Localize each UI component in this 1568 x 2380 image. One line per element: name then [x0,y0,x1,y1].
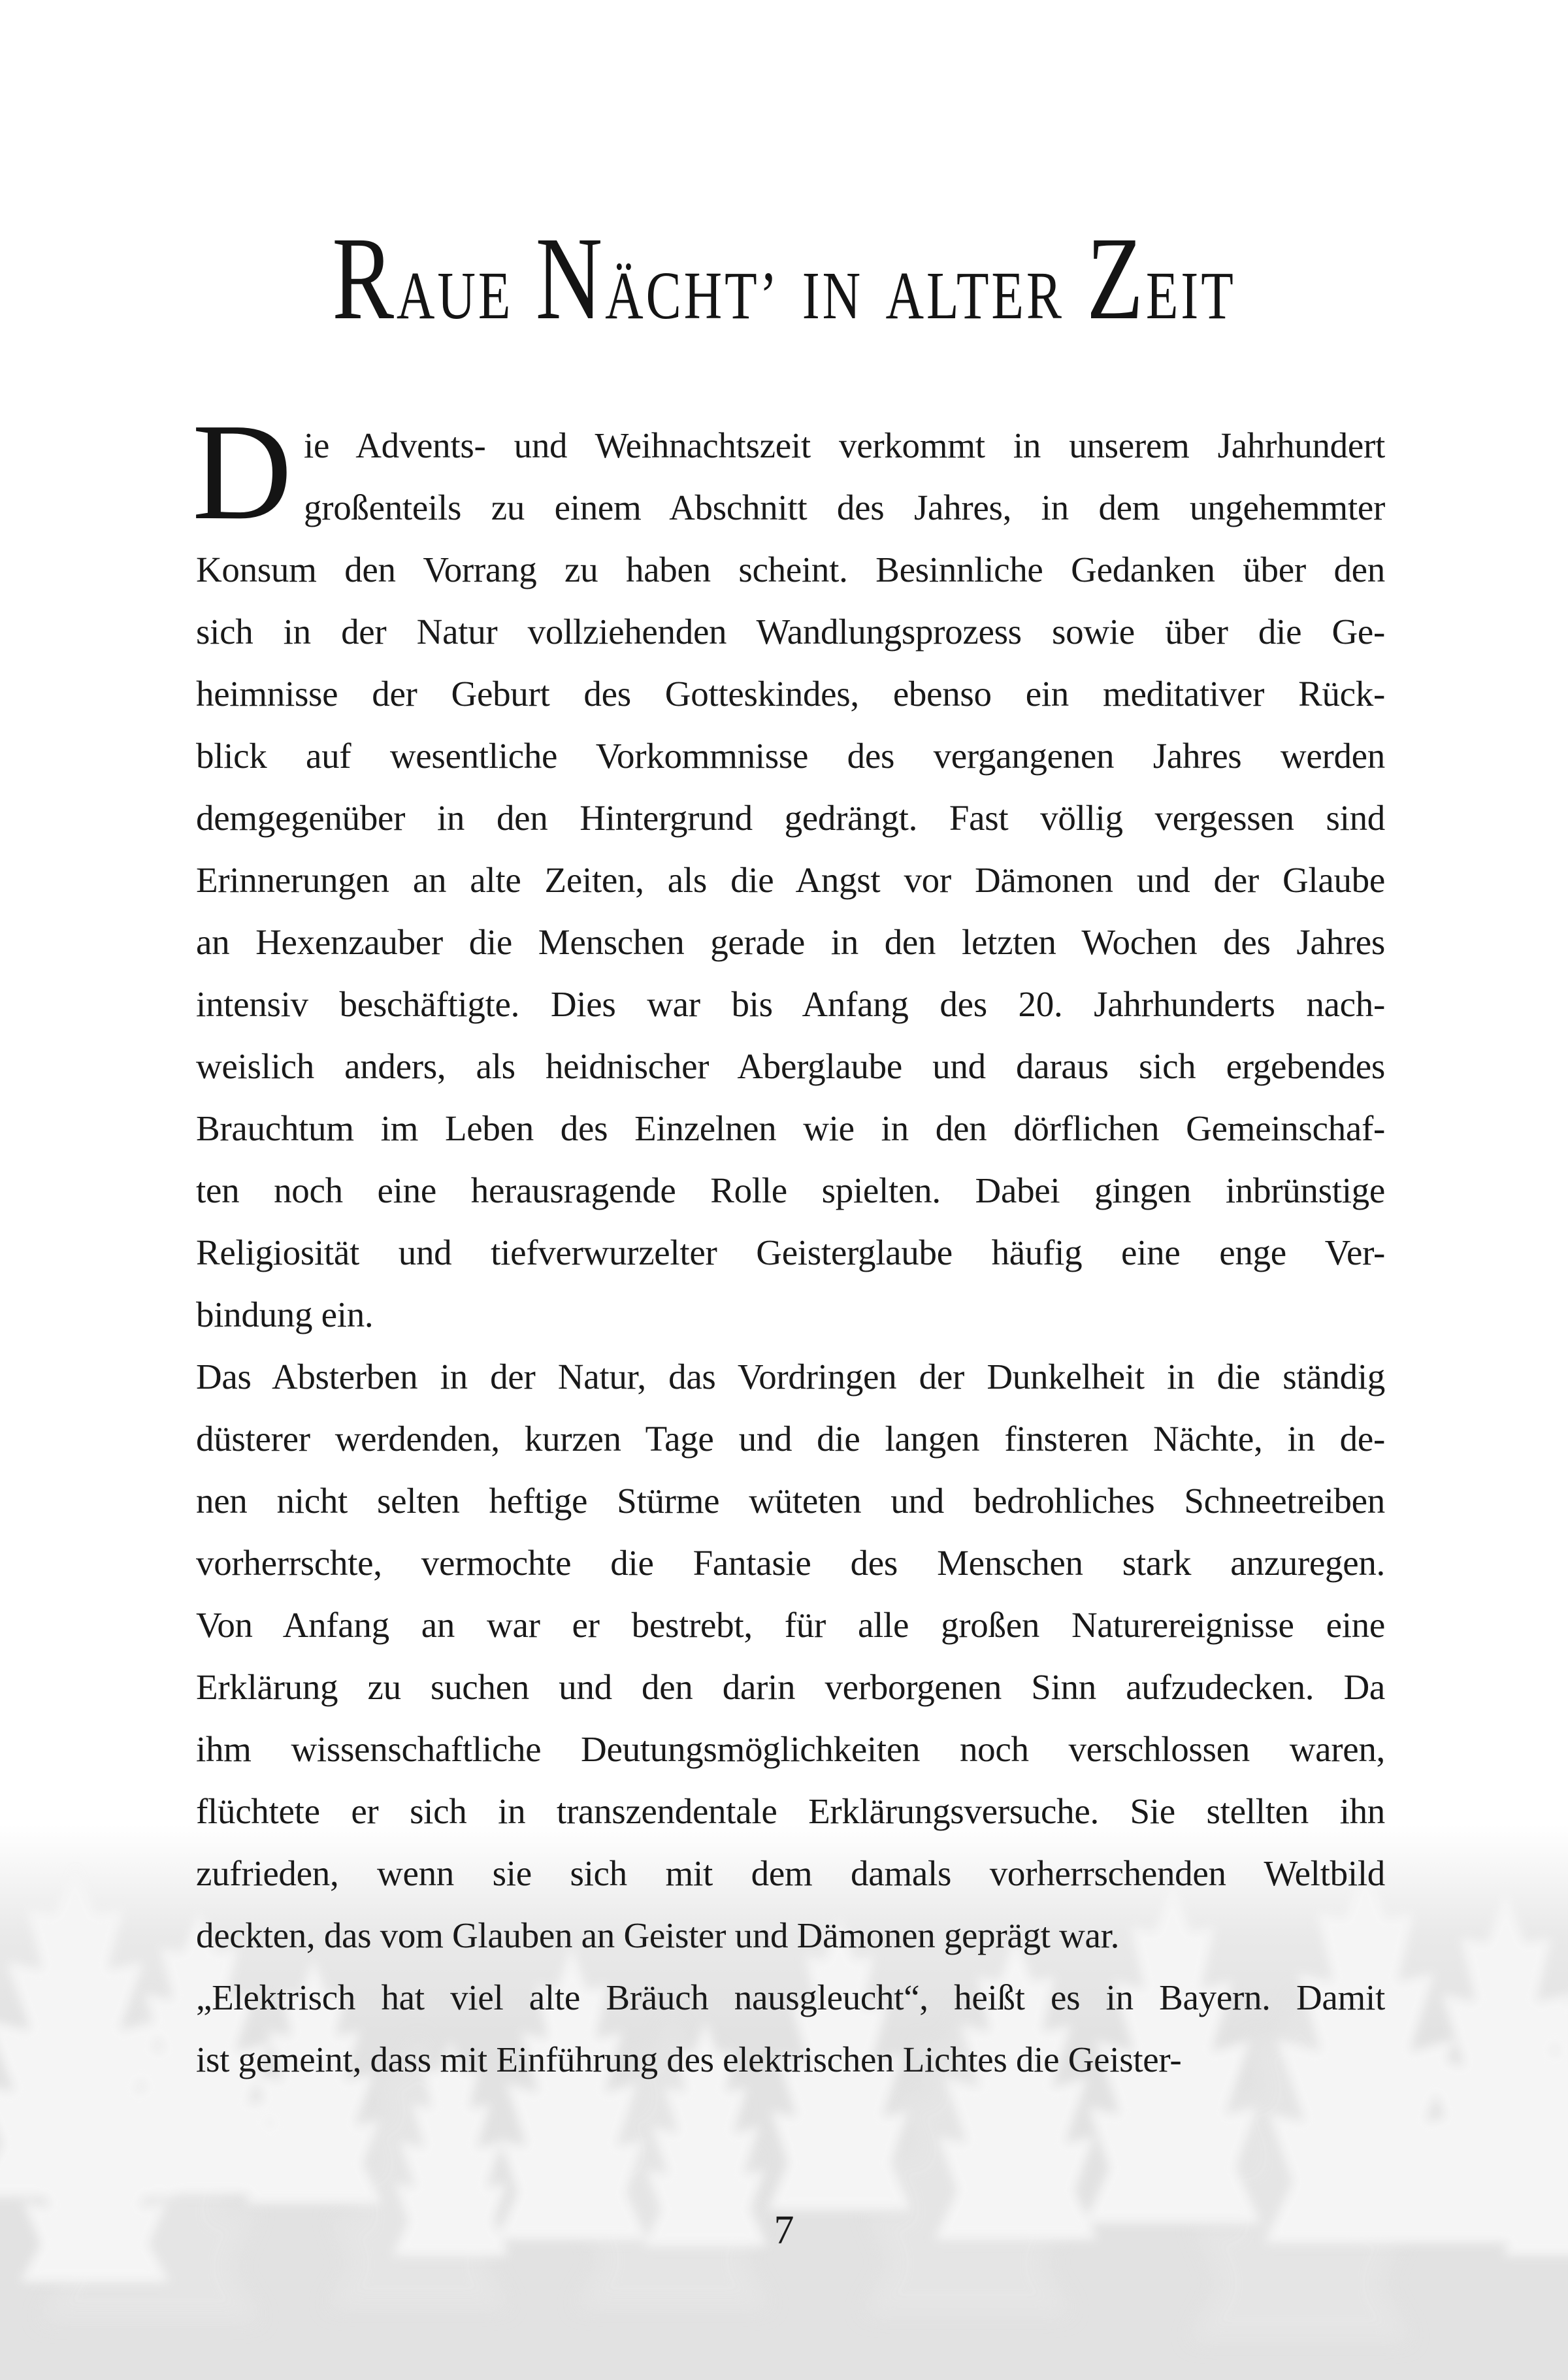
title-word [332,213,514,344]
title-word [802,258,864,333]
title-word [1086,213,1236,344]
text-line: nen nicht selten heftige Stürme wüteten und bedrohliches Schneetreiben [196,1481,1385,1521]
text-line: vorherrschte, vermochte die Fantasie des Menschen stark anzuregen. [196,1543,1385,1583]
text-line: sich in der Natur vollziehenden Wandlungsprozess sowie über die Ge- [196,612,1385,652]
title-initial-letter: R [332,213,397,344]
body-text [192,395,1385,2091]
title-word-rest: AUE [396,258,514,333]
text-line: deckten, das vom Glauben an Geister und Dämonen geprägt war. [196,1915,1120,1955]
page-number: 7 [774,2208,794,2253]
text-line: Konsum den Vorrang zu haben scheint. Besinnliche Gedanken über den [196,550,1385,589]
text-line: flüchtete er sich in transzendentale Erklärungsversuche. Sie stellten ihn [196,1791,1385,1831]
text-line: an Hexenzauber die Menschen gerade in den letzten Wochen des Jahres [196,922,1385,962]
drop-cap: D [192,395,293,548]
text-line: Brauchtum im Leben des Einzelnen wie in den dörflichen Gemeinschaf- [196,1108,1385,1148]
text-line: Religiosität und tiefverwurzelter Geisterglaube häufig eine enge Ver- [196,1232,1385,1272]
text-line: weislich anders, als heidnischer Aberglaube und daraus sich ergebendes [196,1046,1385,1086]
text-line: zufrieden, wenn sie sich mit dem damals vorherrschenden Weltbild [196,1853,1385,1893]
text-line: ihm wissenschaftliche Deutungsmöglichkeiten noch verschlossen waren, [196,1729,1385,1769]
text-line: demgegenüber in den Hintergrund gedrängt. Fast völlig vergessen sind [196,798,1385,838]
text-line: ie Advents- und Weihnachtszeit verkommt in unserem Jahrhundert [304,425,1385,465]
text-line: Das Absterben in der Natur, das Vordringen der Dunkelheit in die ständig [196,1357,1385,1397]
text-line: Erklärung zu suchen und den darin verborgenen Sinn aufzudecken. Da [196,1667,1385,1707]
text-line: intensiv beschäftigte. Dies war bis Anfang des 20. Jahrhunderts nach- [196,984,1385,1024]
text-line: Erinnerungen an alte Zeiten, als die Angst vor Dämonen und der Glaube [196,860,1385,900]
text-line: Von Anfang an war er bestrebt, für alle großen Naturereignisse eine [196,1605,1385,1645]
text-line: bindung ein. [196,1295,374,1334]
text-line: „Elektrisch hat viel alte Bräuch nausgleucht“, heißt es in Bayern. Damit [196,1977,1385,2017]
title-word-rest: ÄCHT’ [605,258,780,333]
text-line: blick auf wesentliche Vorkommnisse des vergangenen Jahres werden [196,736,1385,776]
title-word [535,213,780,344]
title-word-rest: IN [802,258,864,333]
text-line: heimnisse der Geburt des Gotteskindes, ebenso ein meditativer Rück- [196,674,1385,714]
title-word-rest: EIT [1145,258,1236,333]
title-word-rest: ALTER [885,258,1064,333]
chapter-title [172,213,1396,344]
text-line: ist gemeint, dass mit Einführung des elektrischen Lichtes die Geister- [196,2040,1182,2079]
text-line: düsterer werdenden, kurzen Tage und die langen finsteren Nächte, in de- [196,1419,1385,1459]
title-word [885,258,1064,333]
title-initial-letter: N [535,213,606,344]
text-line: ten noch eine herausragende Rolle spielten. Dabei gingen inbrünstige [196,1170,1385,1210]
title-initial-letter: Z [1086,213,1146,344]
text-line: großenteils zu einem Abschnitt des Jahres, in dem ungehemmter [304,488,1385,527]
